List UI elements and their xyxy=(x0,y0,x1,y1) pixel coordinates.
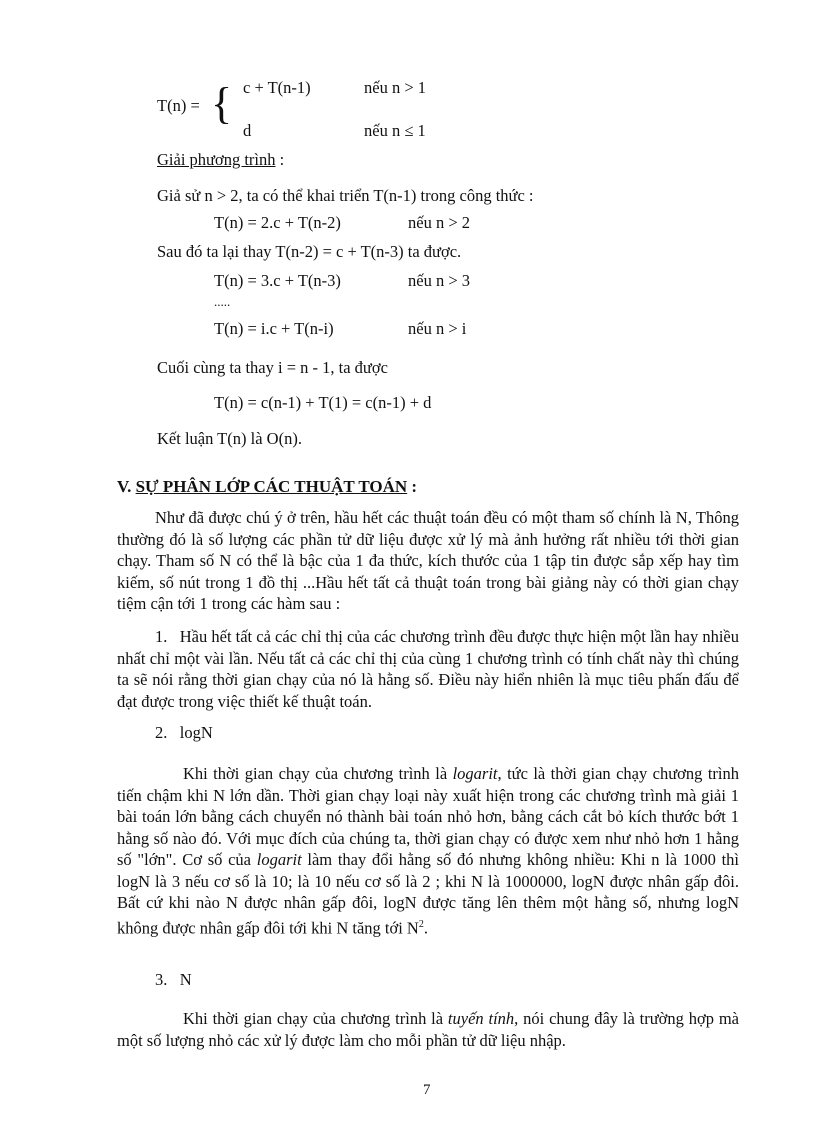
equation-2-condition: nếu n > 3 xyxy=(408,271,471,290)
logarit-term: logarit xyxy=(452,764,498,783)
case2-condition: nếu n ≤ 1 xyxy=(364,121,426,140)
item-2-heading xyxy=(155,723,213,743)
item-2-paragraph xyxy=(117,763,739,939)
item-2-label: 2. xyxy=(155,723,168,742)
left-brace: { xyxy=(211,79,233,128)
recurrence-lhs: T(n) = xyxy=(157,96,200,115)
equation-2: T(n) = 3.c + T(n-3) xyxy=(214,271,341,290)
item-3-text-2: , nói chung đây là trường hợp mà một số lượng nhỏ các xử lý được làm cho mỗi phần tử dữ liệu nhập. xyxy=(117,1009,739,1050)
case2-expression: d xyxy=(243,121,252,140)
equation-3-condition: nếu n > i xyxy=(408,319,467,338)
solution-heading-colon: : xyxy=(275,150,285,169)
solution-line-2: Sau đó ta lại thay T(n-2) = c + T(n-3) ta được. xyxy=(157,242,462,261)
item-2-text-1: Khi thời gian chạy của chương trình là xyxy=(183,764,453,783)
item-1-text: Hầu hết tất cả các chỉ thị của các chương trình đều được thực hiện một lần hay nhiều nhất chỉ một vài lần. Nếu tất cả các chỉ thị của cùng 1 chương trình có tính chất này thì chúng ta sẽ nói rằng thời gian chạy của nó là hằng số. Điều này hiển nhiên là mục tiêu phấn đấu để đạt được trong việc thiết kế thuật toán. xyxy=(117,627,739,711)
equation-3: T(n) = i.c + T(n-i) xyxy=(214,319,334,338)
item-3-title: N xyxy=(179,970,192,989)
solution-heading xyxy=(157,150,284,170)
item-3-text-1: Khi thời gian chạy của chương trình là xyxy=(183,1009,448,1028)
item-2-text-3: làm thay đổi hằng số đó nhưng không nhiều: Khi n là 1000 thì logN là 3 nếu cơ số là 10; là 10 nếu cơ số là 2 ; khi N là 1000000, logN được nhân gấp đôi. Bất cứ khi nào N được nhân gấp đôi, logN được tăng lên thêm một hằng số, nhưng logN không được nhân gấp đôi tới khi N tăng tới N xyxy=(117,850,739,937)
case1-expression: c + T(n-1) xyxy=(243,78,311,97)
case1-condition: nếu n > 1 xyxy=(364,78,427,97)
item-2-title: logN xyxy=(179,723,213,742)
item-1-label: 1. xyxy=(155,627,168,646)
equation-1: T(n) = 2.c + T(n-2) xyxy=(214,213,341,232)
item-2-text-2: , tức là thời gian chạy chương trình tiến chậm khi N lớn dần. Thời gian chạy loại này xuất hiện trong các chương trình mà giải 1 bài toán lớn bằng cách chuyển nó thành bài toán nhỏ hơn, bằng cách cắt bỏ kích thước bớt 1 hằng số nào đó. Với mục đích của chúng ta, thời gian chạy có được xem như nhỏ hơn 1 hằng số "lớn". Cơ số của xyxy=(117,764,739,869)
tuyen-tinh-term: tuyến tính xyxy=(447,1009,515,1028)
solution-heading-text: Giải phương trình xyxy=(157,150,276,169)
item-3-heading xyxy=(155,970,192,990)
section-number: V. xyxy=(117,477,136,496)
ellipsis: ..... xyxy=(214,294,231,309)
conclusion: Kết luận T(n) là O(n). xyxy=(157,429,302,448)
solution-line-3: Cuối cùng ta thay i = n - 1, ta được xyxy=(157,358,388,377)
section-colon: : xyxy=(407,477,418,496)
item-3-paragraph xyxy=(117,1008,739,1051)
page-number: 7 xyxy=(423,1082,431,1098)
equation-1-condition: nếu n > 2 xyxy=(408,213,471,232)
section-title: SỰ PHÂN LỚP CÁC THUẬT TOÁN xyxy=(135,477,408,496)
item-3-label: 3. xyxy=(155,970,168,989)
intro-paragraph: Như đã được chú ý ở trên, hầu hết các thuật toán đều có một tham số chính là N, Thông thường đó là số lượng các phần tử dữ liệu được xử lý mà ảnh hưởng rất nhiều tới thời gian chạy. Tham số N có thể là bậc của 1 đa thức, kích thước của 1 tập tin được sắp xếp hay tìm kiếm, số nút trong 1 đồ thị ...Hầu hết tất cả thuật toán trong bài giảng này có thời gian chạy tiệm cận tới 1 trong các hàm sau : xyxy=(117,508,739,613)
section-heading xyxy=(117,477,417,497)
item-1-paragraph xyxy=(117,626,739,712)
equation-4: T(n) = c(n-1) + T(1) = c(n-1) + d xyxy=(214,393,432,412)
item-2-text-end: . xyxy=(423,918,428,937)
superscript-2: 2 xyxy=(418,918,424,930)
logarit-term-2: logarit xyxy=(256,850,302,869)
solution-line-1: Giả sử n > 2, ta có thể khai triển T(n-1) trong công thức : xyxy=(157,186,534,205)
